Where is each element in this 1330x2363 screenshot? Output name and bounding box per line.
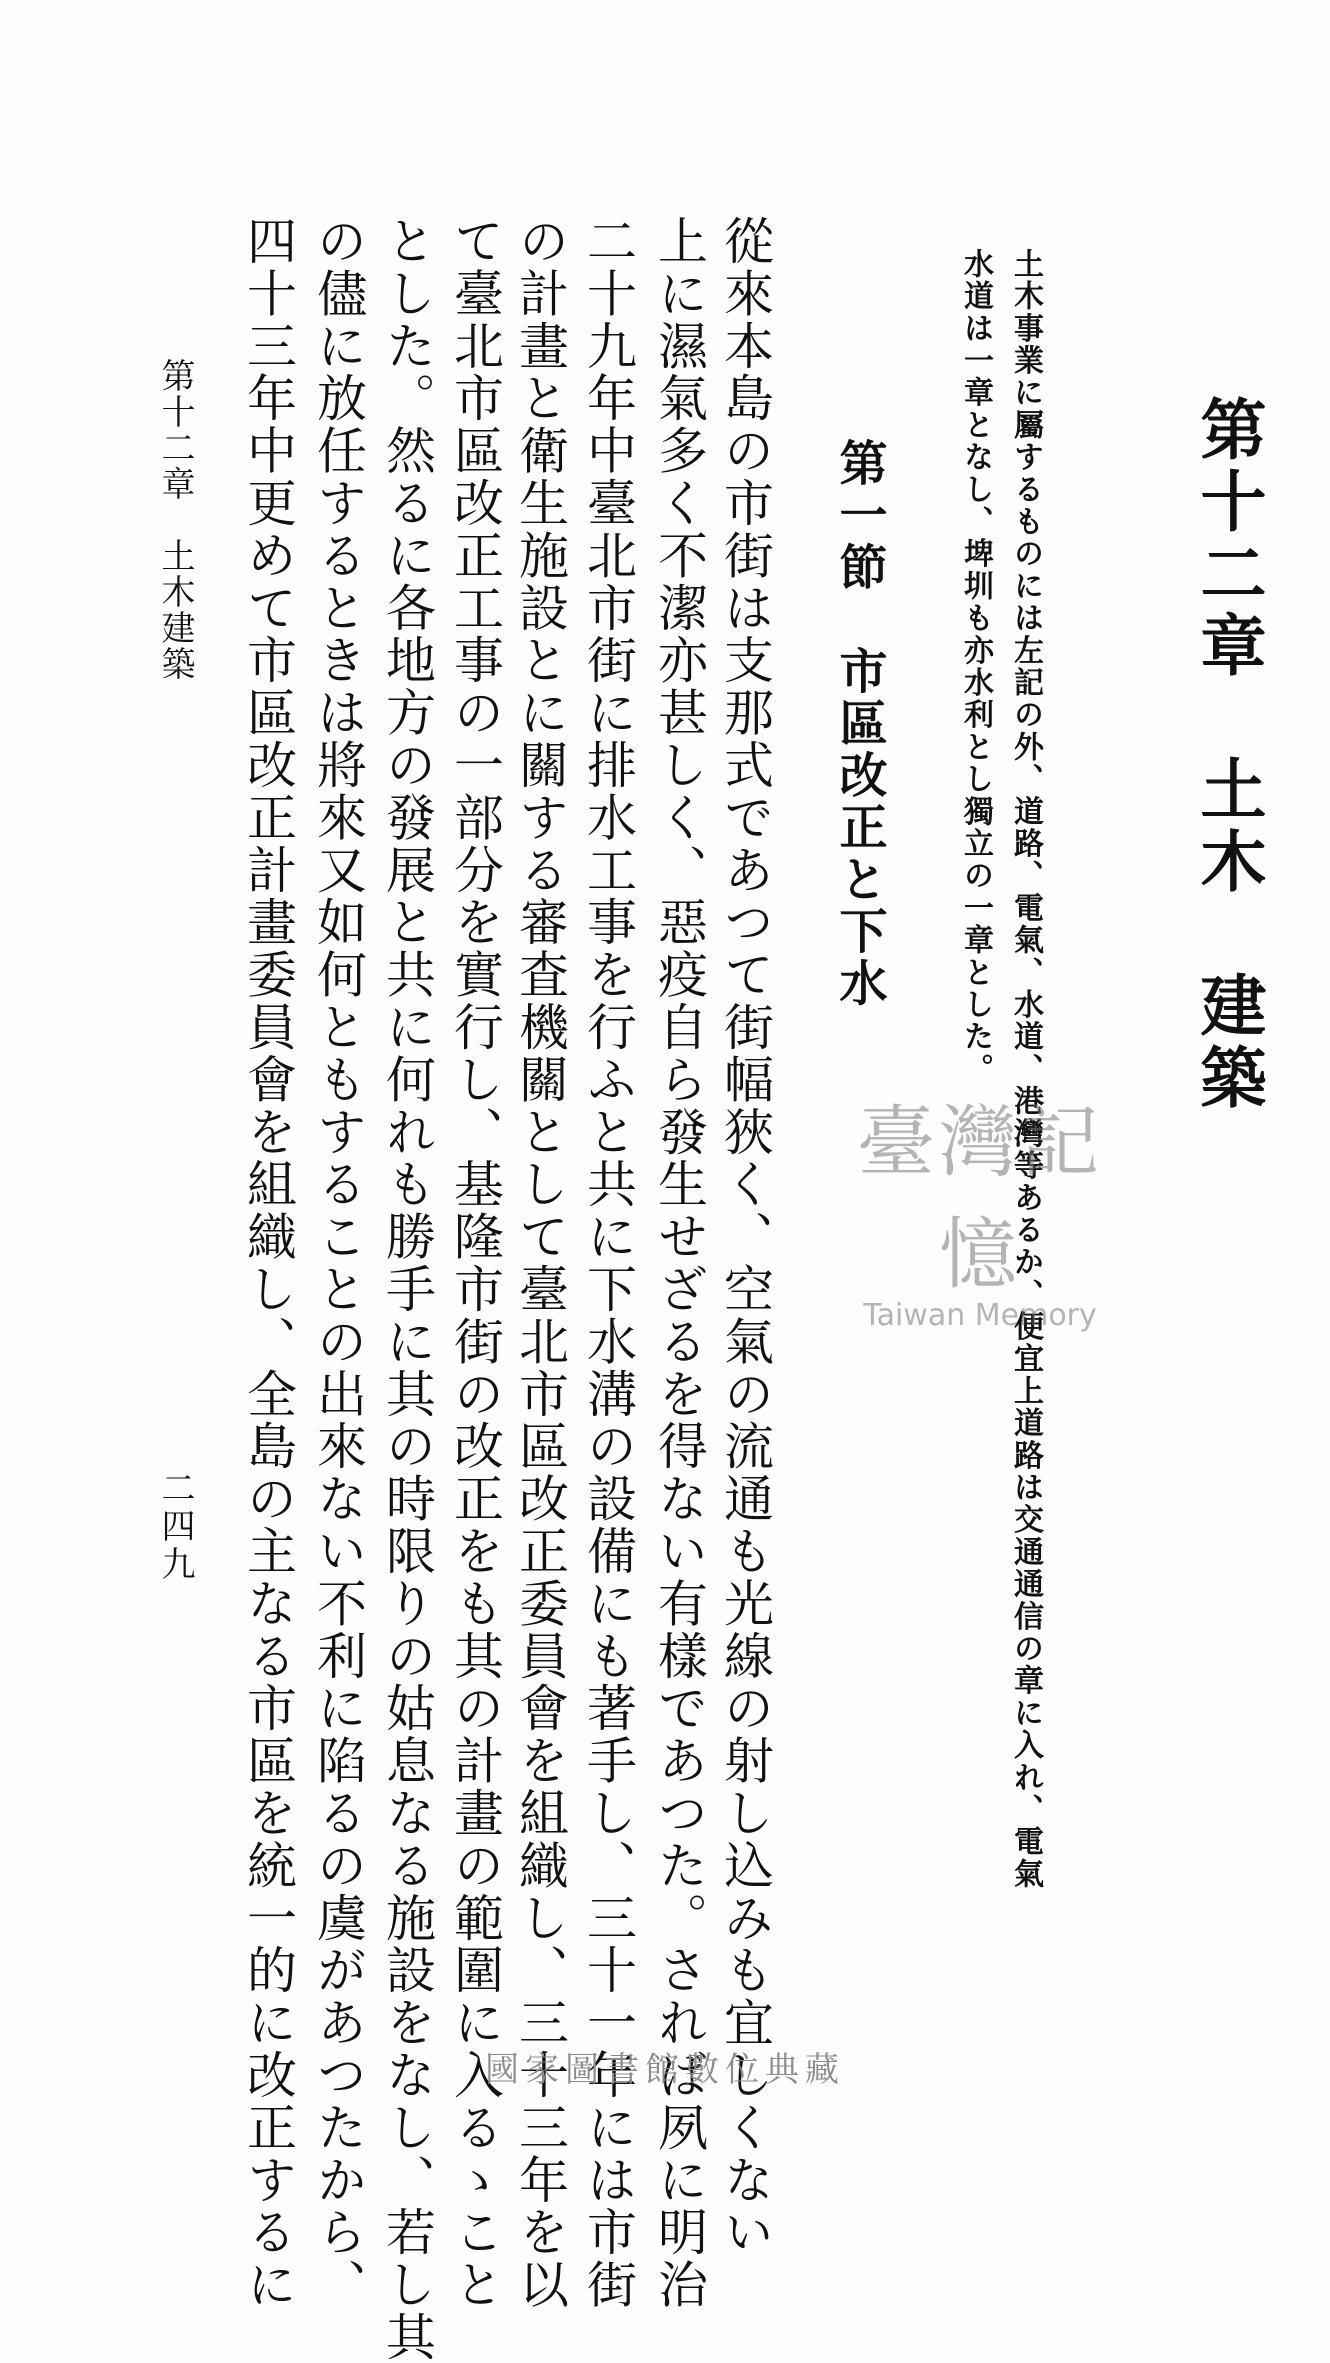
running-header: 第十二章 土木建築 [155,358,195,682]
page-number: 二四九 [155,1470,195,1584]
footer-credit: 國家圖書館數位典藏 [485,2050,845,2090]
body-line-2: 上に濕氣多く不潔亦甚しく、惡疫自ら發生せざるを得ない有樣であつた。されば夙に明治 [650,215,708,2311]
body-line-7: の儘に放任するときは將來又如何ともすることの出來ない不利に陷るの虞があつたから、 [309,215,367,2311]
intro-line-1: 土木事業に屬するものには左記の外、道路、電氣、水道、港灣等あるか、便宜上道路は交通通信の章に入れ、電氣 [1008,248,1043,1891]
watermark-chars: 臺灣記憶 [856,1098,1103,1300]
body-line-1: 從來本島の市街は支那式であつて街幅狹く、空氣の流通も光線の射し込みも宜しくない [716,215,774,2259]
intro-line-2: 水道は一章となし、埤圳も亦水利とし獨立の一章とした。 [958,248,993,1086]
watermark-text: Taiwan Memory [863,1298,1097,1333]
section-title: 第一節 市區改正と下水 [831,438,887,1010]
body-line-5: て臺北市區改正工事の一部分を實行し、基隆市街の改正をも其の計畫の範圍に入るゝこと [446,215,504,2311]
chapter-title: 第十二章 土木 建築 [1189,395,1267,1115]
body-line-3: 二十九年中臺北市街に排水工事を行ふと共に下水溝の設備にも著手し、三十一年には市街 [579,215,637,2311]
body-line-6: とした。然るに各地方の發展と共に何れも勝手に其の時限りの姑息なる施設をなし、若し其 [378,215,436,2363]
body-line-8: 四十三年中更めて市區改正計畫委員會を組織し、全島の主なる市區を統一的に改正するに [239,215,297,2312]
watermark-logo [830,1080,1130,1333]
body-line-4: の計畫と衛生施設とに關する審査機關として臺北市區改正委員會を組織し、三十三年を以 [511,215,569,2311]
